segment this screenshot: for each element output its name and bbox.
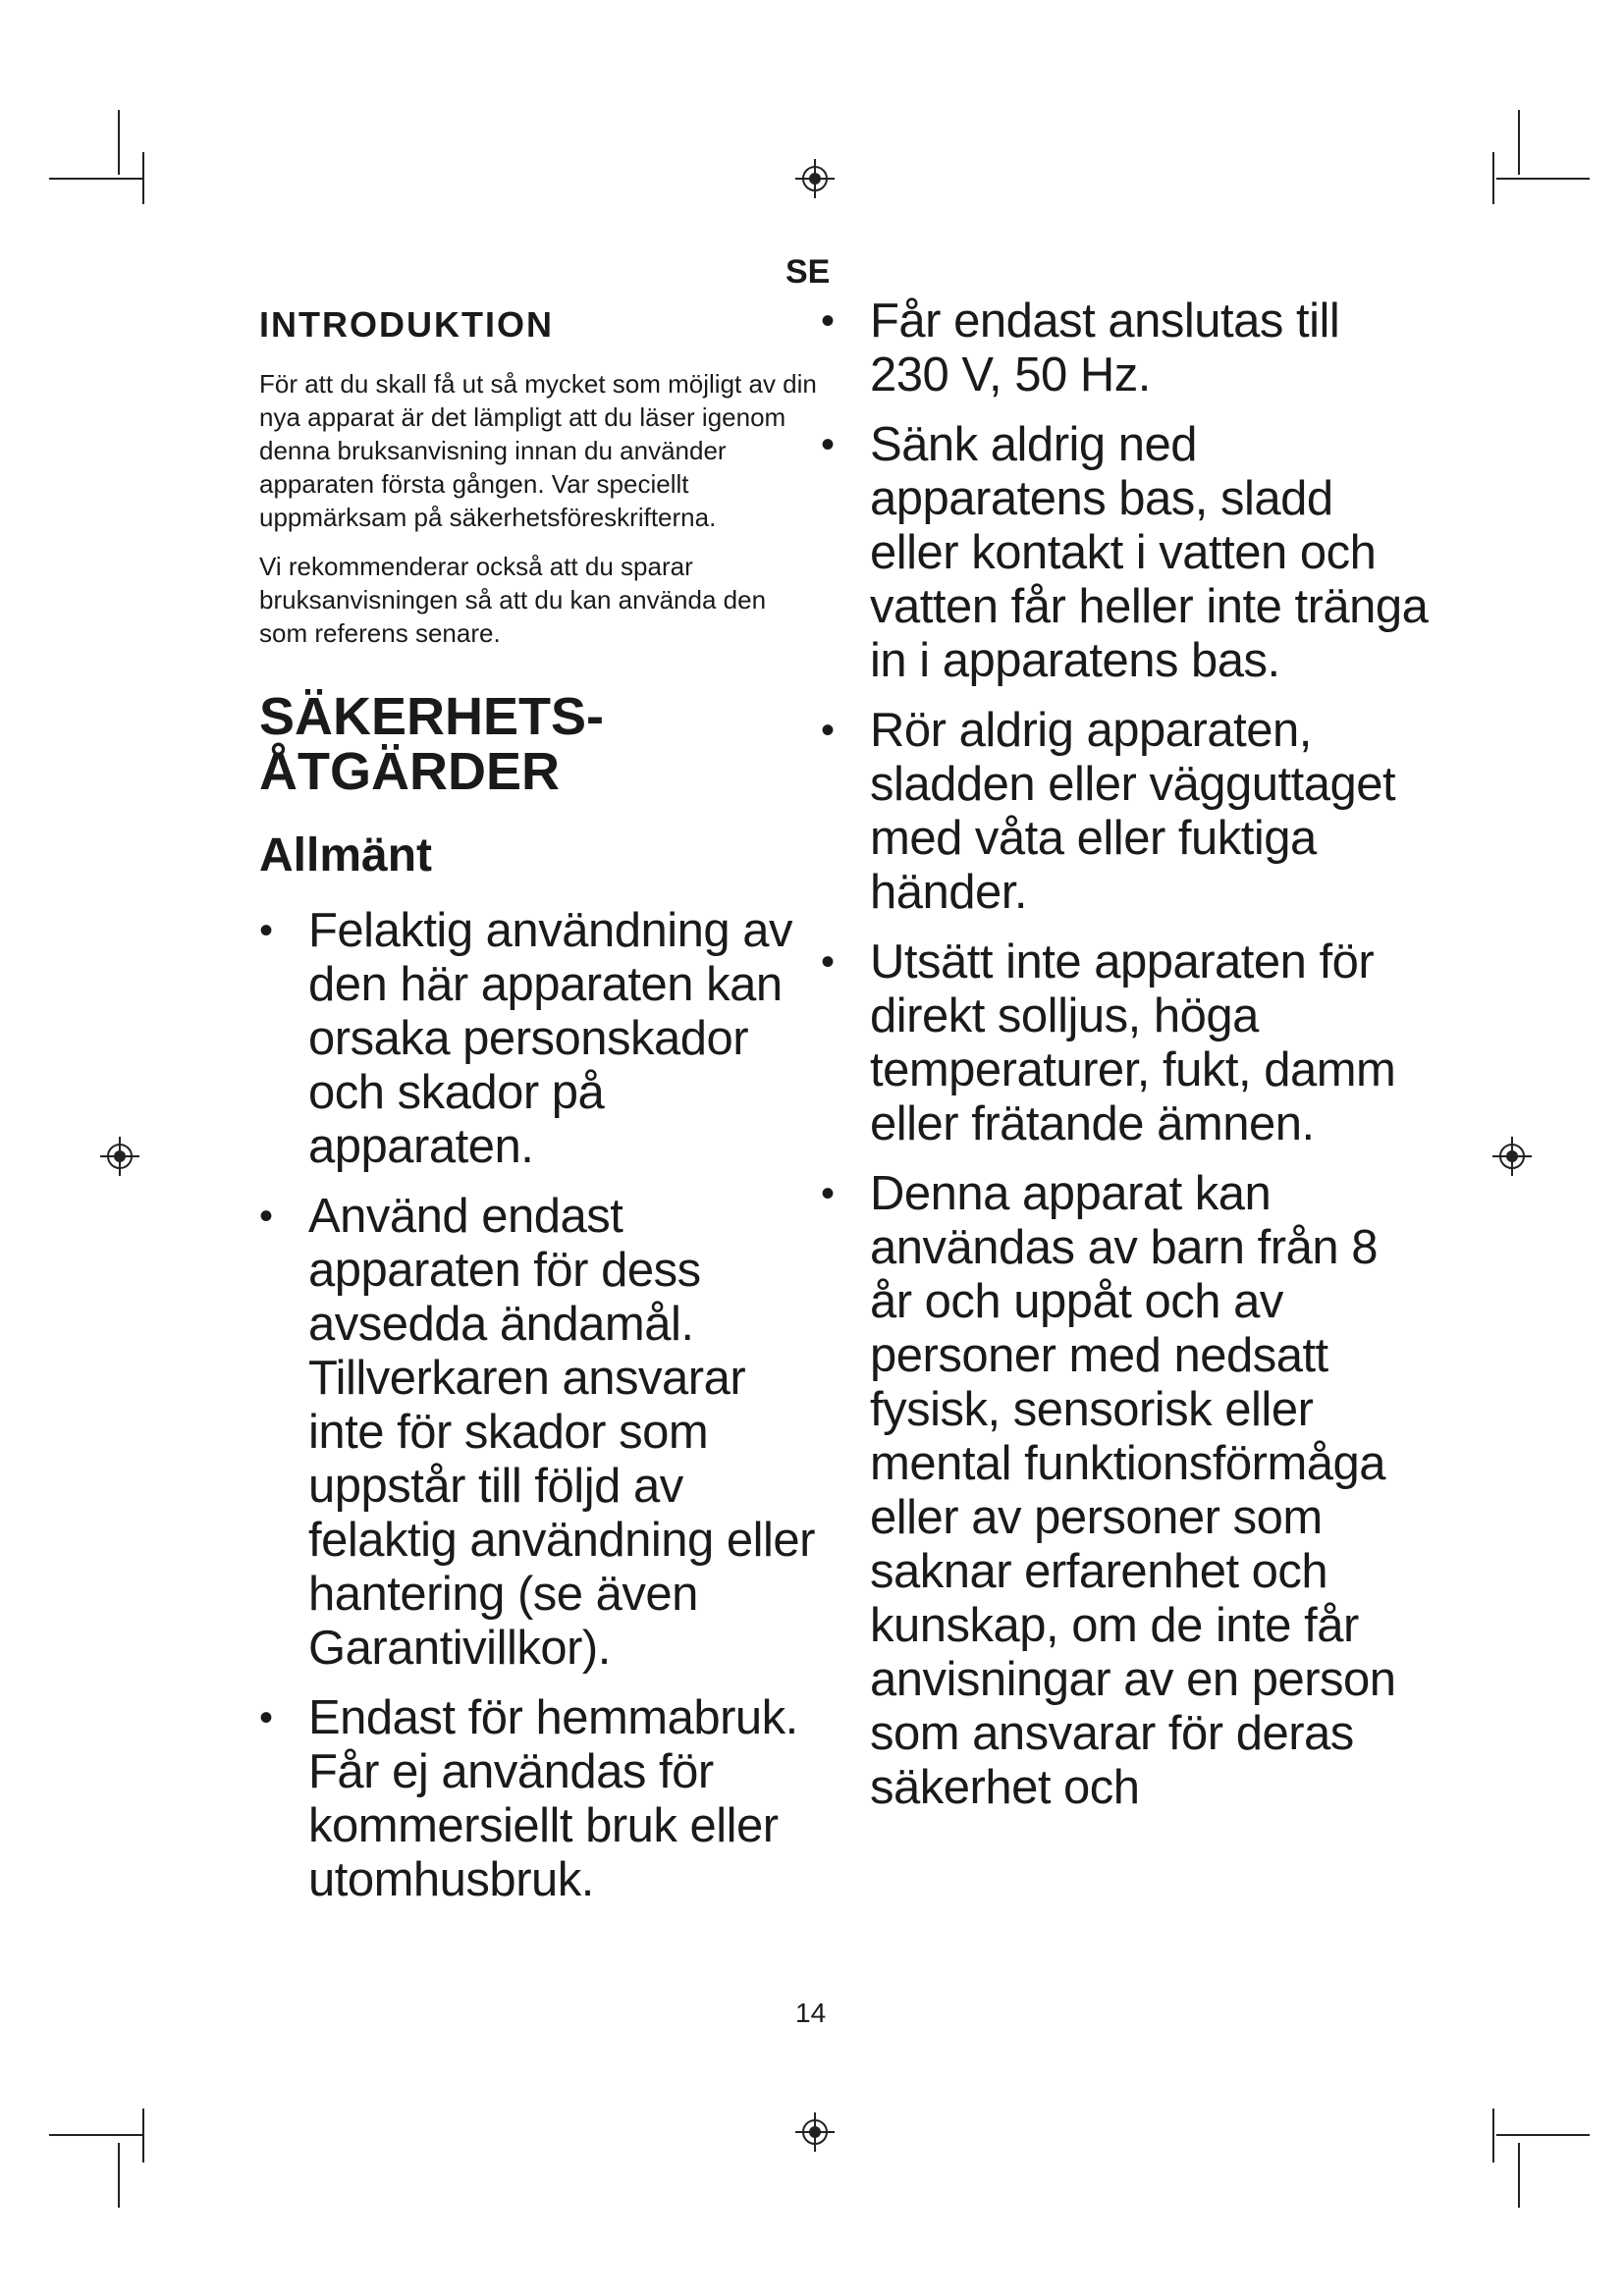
bullet-icon: •: [821, 940, 835, 984]
bullet-icon: •: [259, 1195, 273, 1238]
list-item-text: Endast för hemmabruk. Får ej användas för kommersiellt bruk eller utomhusbruk.: [308, 1691, 798, 1906]
list-item: [821, 935, 1430, 1151]
registration-mark-icon: [793, 157, 837, 200]
safety-heading-line-1: SÄKERHETS-: [259, 687, 605, 746]
list-item: [821, 1167, 1430, 1815]
intro-heading: INTRODUKTION: [259, 304, 554, 345]
list-item-text: Sänk aldrig ned apparatens bas, sladd eller kontakt i vatten och vatten får heller inte tränga in i apparatens bas.: [870, 418, 1429, 687]
list-item: [259, 904, 819, 1174]
bullet-icon: •: [821, 709, 835, 752]
list-item-text: Felaktig användning av den här apparaten kan orsaka personskador och skador på apparaten.: [308, 904, 792, 1173]
list-item-text: Rör aldrig apparaten, sladden eller vägguttaget med våta eller fuktiga händer.: [870, 704, 1396, 919]
general-subheading: Allmänt: [259, 829, 433, 881]
list-item: [821, 704, 1430, 920]
right-safety-list: [821, 294, 1430, 1815]
list-item-text: Får endast anslutas till 230 V, 50 Hz.: [870, 294, 1340, 401]
right-column: [821, 294, 1430, 1831]
bullet-icon: •: [821, 299, 835, 343]
bullet-icon: •: [821, 1172, 835, 1215]
language-code: SE: [785, 253, 831, 291]
registration-mark-icon: [1490, 1135, 1534, 1178]
safety-heading: [259, 689, 819, 799]
list-item: [259, 1691, 819, 1907]
bullet-icon: •: [259, 909, 273, 952]
list-item: [821, 294, 1430, 402]
registration-mark-icon: [793, 2110, 837, 2154]
list-item: [259, 1190, 819, 1676]
bullet-icon: •: [821, 423, 835, 466]
page-number: 14: [795, 1998, 827, 2028]
intro-paragraph-2: Vi rekommenderar också att du sparar bruksanvisningen så att du kan använda den som referens senare.: [259, 552, 767, 648]
safety-heading-line-2: ÅTGÄRDER: [259, 742, 560, 801]
list-item-text: Använd endast apparaten för dess avsedda ändamål. Tillverkaren ansvarar inte för skador som uppstår till följd av felaktig användning eller hantering (se även Garantivillkor).: [308, 1190, 815, 1675]
list-item: [821, 418, 1430, 688]
bullet-icon: •: [259, 1696, 273, 1739]
left-safety-list: [259, 904, 819, 1907]
registration-mark-icon: [98, 1135, 141, 1178]
intro-paragraph-1: För att du skall få ut så mycket som möjligt av din nya apparat är det lämpligt att du läser igenom denna bruksanvisning innan du använder apparaten första gången. Var speciellt uppmärksam på säkerhetsföreskrifterna.: [259, 369, 817, 532]
left-column: [259, 304, 819, 1923]
list-item-text: Utsätt inte apparaten för direkt solljus, höga temperaturer, fukt, damm eller frätande ämnen.: [870, 935, 1396, 1150]
list-item-text: Denna apparat kan användas av barn från 8 år och uppåt och av personer med nedsatt fysisk, sensorisk eller mental funktionsförmåga eller av personer som saknar erfarenhet och kunskap, om de inte får anvisningar av en person som ansvarar för deras säkerhet och: [870, 1167, 1396, 1814]
